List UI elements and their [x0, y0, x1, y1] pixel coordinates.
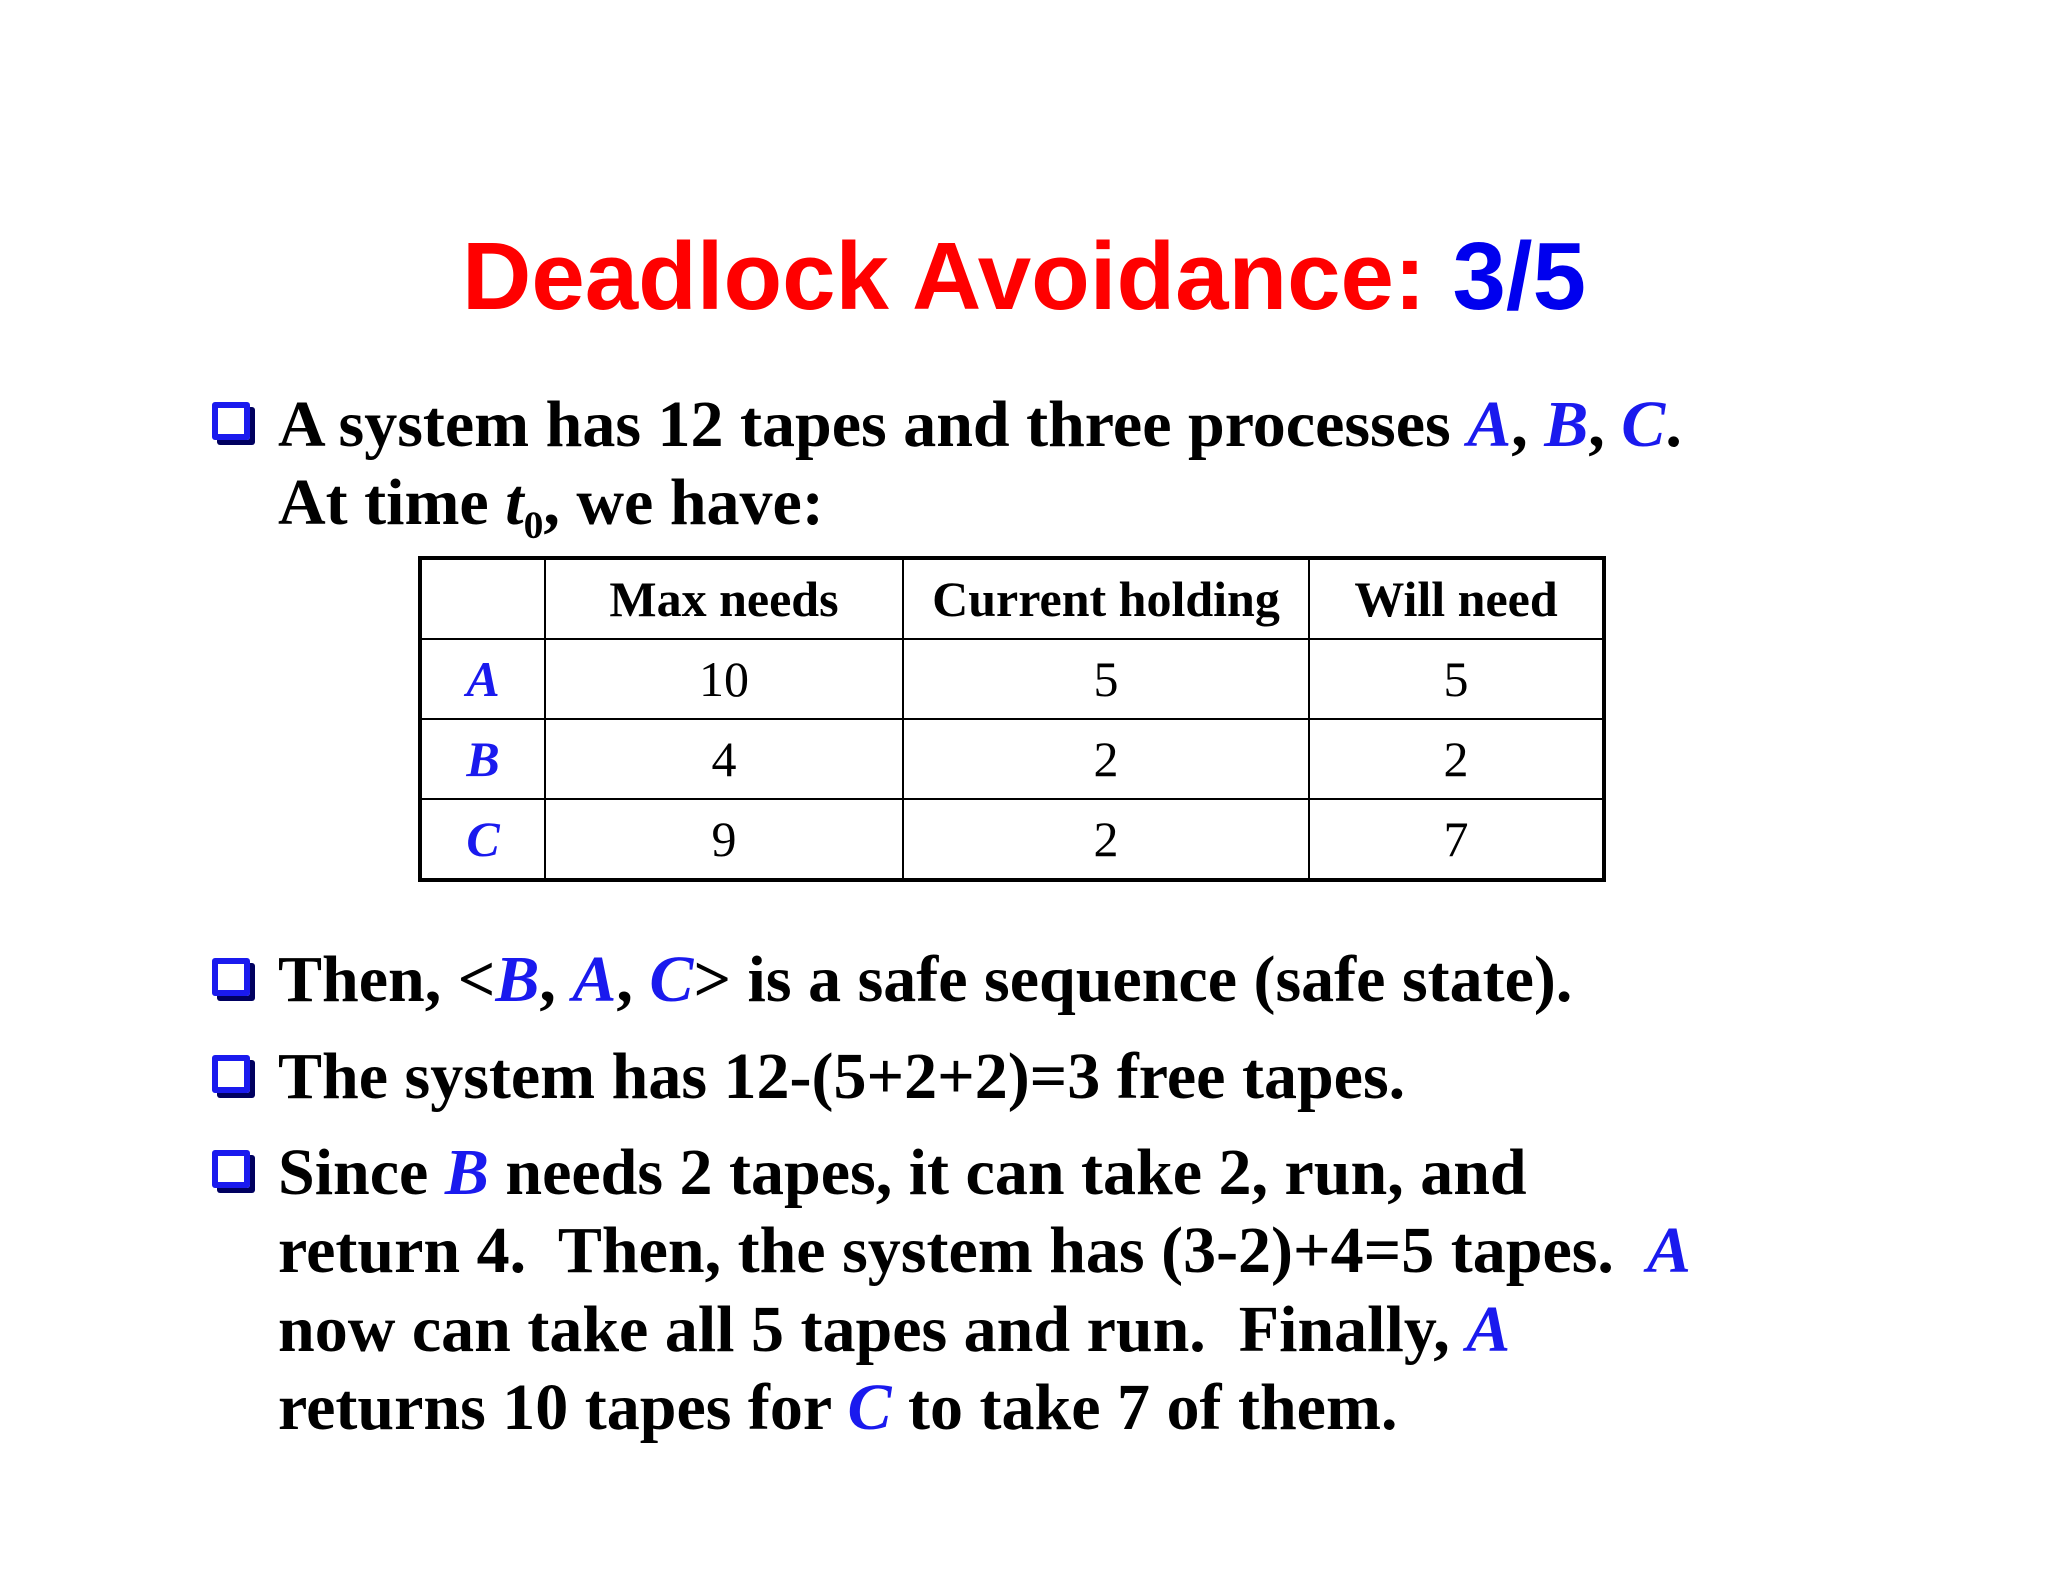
sequence-c: C [649, 943, 694, 1016]
table-cell: 2 [903, 719, 1309, 799]
process-b: B [444, 1136, 489, 1209]
bullet-1-text: A system has 12 tapes and three processes [278, 388, 1468, 461]
table-cell: 2 [903, 799, 1309, 880]
bullet-1-line-1: A system has 12 tapes and three processes A, B, C. [278, 388, 1682, 461]
table-header-current-holding: Current holding [903, 558, 1309, 639]
bullet-4-l1-pre: Since [278, 1136, 445, 1209]
bullet-box-icon [212, 1150, 250, 1188]
slide-title-text: Deadlock Avoidance: [462, 223, 1426, 330]
bullet-4-l2-text: return 4. Then, the system has (3-2)+4=5 tapes. [278, 1214, 1647, 1287]
bullet-4-line-3 [278, 1290, 1510, 1370]
table-row [420, 639, 1604, 719]
bullet-box-icon [212, 1055, 250, 1093]
table-row-label: B [420, 719, 545, 799]
table-row [420, 799, 1604, 880]
table-cell: 2 [1309, 719, 1604, 799]
table-cell: 7 [1309, 799, 1604, 880]
bullet-1-line-2 [278, 463, 824, 547]
bullet-4-l3-text: now can take all 5 tapes and run. Finally, [278, 1293, 1467, 1366]
bullet-2-pre: Then, < [278, 943, 496, 1016]
table-row-label: A [420, 639, 545, 719]
slide-title [0, 222, 2048, 332]
table-cell: 4 [545, 719, 903, 799]
table-row [420, 719, 1604, 799]
bullet-2-post: > is a safe sequence (safe state). [693, 943, 1573, 1016]
table-header-will-need: Will need [1309, 558, 1604, 639]
bullet-box-icon [212, 402, 250, 440]
bullet-4-l4-post: to take 7 of them. [891, 1371, 1398, 1444]
bullet-4-line-2 [278, 1211, 1691, 1291]
table-header-row [420, 558, 1604, 639]
time-subscript: 0 [523, 502, 544, 547]
process-table [418, 556, 1606, 882]
process-c: C [1621, 388, 1666, 461]
sequence-b: B [495, 943, 540, 1016]
bullet-4-l1-post: needs 2 tapes, it can take 2, run, and [488, 1136, 1527, 1209]
process-b: B [1544, 388, 1589, 461]
bullet-1-line-2-text: At time [278, 466, 506, 539]
process-a: A [1646, 1214, 1691, 1287]
bullet-4-l4-pre: returns 10 tapes for [278, 1371, 848, 1444]
table-cell: 9 [545, 799, 903, 880]
table-cell: 5 [1309, 639, 1604, 719]
bullet-2: Then, <B, A, C> is a safe sequence (safe state). [278, 943, 1573, 1016]
bullet-1-line-2-end: , we have: [543, 466, 824, 539]
sequence-a: A [572, 943, 617, 1016]
process-a: A [1466, 1293, 1511, 1366]
table-cell: 5 [903, 639, 1309, 719]
process-a: A [1467, 388, 1512, 461]
bullet-box-icon [212, 958, 250, 996]
slide-page-number: 3/5 [1452, 223, 1586, 330]
bullet-4-line-1 [278, 1133, 1527, 1213]
time-variable: t [505, 466, 524, 539]
bullet-4-line-4 [278, 1368, 1397, 1448]
table-header-max-needs: Max needs [545, 558, 903, 639]
bullet-3: The system has 12-(5+2+2)=3 free tapes. [278, 1040, 1406, 1113]
table-cell: 10 [545, 639, 903, 719]
process-c: C [847, 1371, 892, 1444]
table-header-cell [420, 558, 545, 639]
table-row-label: C [420, 799, 545, 880]
